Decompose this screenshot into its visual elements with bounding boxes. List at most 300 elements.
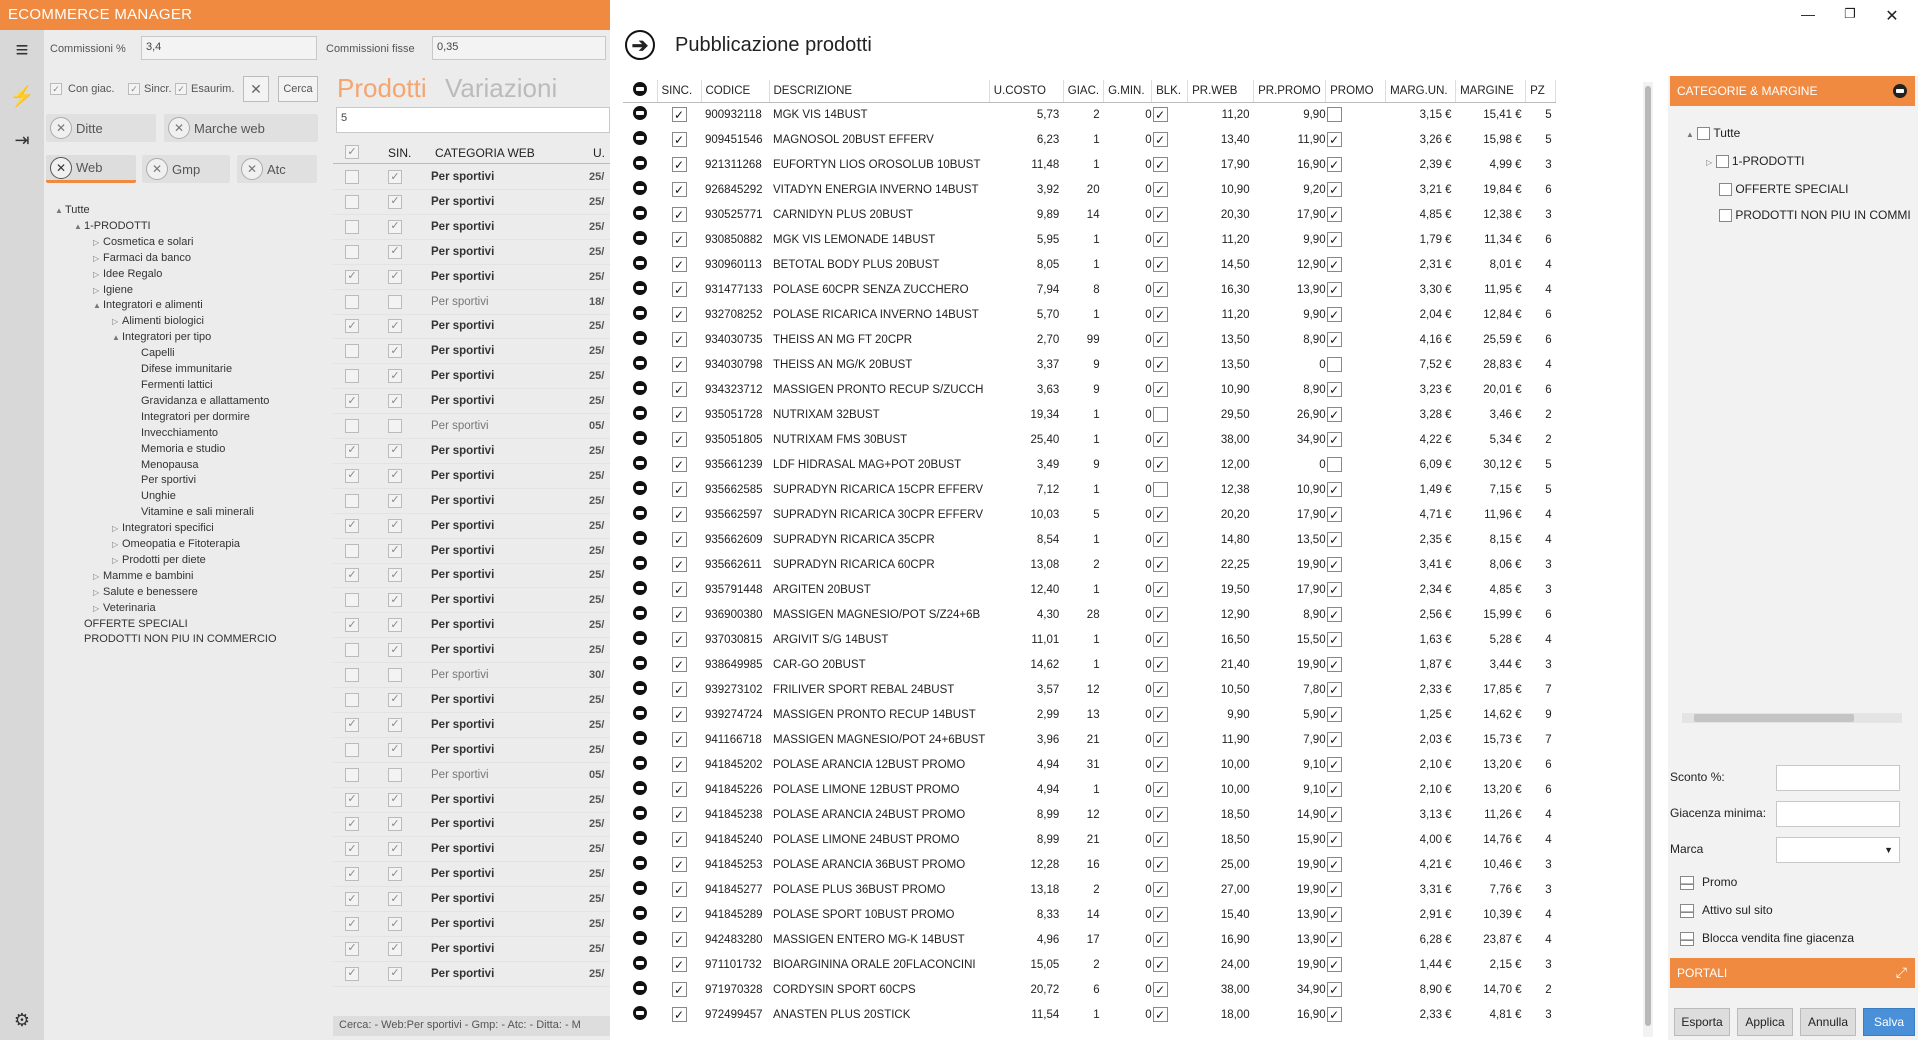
close-icon[interactable]: ✕ bbox=[1885, 8, 1899, 25]
row-sin-checkbox[interactable]: ✓ bbox=[388, 568, 402, 582]
promo-checkbox[interactable]: ✓ bbox=[1326, 152, 1386, 177]
promo-checkbox[interactable]: ✓ bbox=[1326, 377, 1386, 402]
row-visibility-icon[interactable] bbox=[623, 602, 657, 627]
table-row[interactable] bbox=[623, 652, 1556, 677]
tree-expander-icon[interactable]: ▲ bbox=[93, 301, 101, 311]
cell-prweb[interactable]: 24,00 bbox=[1220, 958, 1250, 971]
table-row[interactable] bbox=[623, 227, 1556, 252]
col-header[interactable]: PR.PROMO bbox=[1254, 80, 1326, 102]
cell-gmin[interactable]: 0 bbox=[1145, 483, 1152, 496]
table-row[interactable] bbox=[333, 862, 610, 887]
tree-item[interactable]: ▷ Omeopatia e Fitoterapia bbox=[55, 537, 277, 553]
arrow-right-icon[interactable]: ➔ bbox=[625, 30, 655, 60]
con-giac-checkbox[interactable]: ✓ bbox=[50, 83, 62, 95]
cell-prweb[interactable]: 27,00 bbox=[1220, 883, 1250, 896]
table-row[interactable] bbox=[333, 190, 610, 215]
cell-gmin[interactable]: 0 bbox=[1145, 933, 1152, 946]
cell-prpromo[interactable]: 13,90 bbox=[1296, 908, 1326, 921]
sinc-checkbox[interactable]: ✓ bbox=[657, 952, 701, 977]
sinc-checkbox[interactable]: ✓ bbox=[657, 227, 701, 252]
cell-prpromo[interactable]: 9,90 bbox=[1303, 108, 1326, 121]
blk-checkbox[interactable]: ✓ bbox=[1152, 927, 1188, 952]
row-select-checkbox[interactable]: ✓ bbox=[345, 469, 359, 483]
sinc-checkbox[interactable]: ✓ bbox=[657, 577, 701, 602]
row-visibility-icon[interactable] bbox=[623, 852, 657, 877]
cell-prpromo[interactable]: 14,90 bbox=[1296, 808, 1326, 821]
sinc-checkbox[interactable]: ✓ bbox=[657, 427, 701, 452]
blk-checkbox[interactable]: ✓ bbox=[1152, 527, 1188, 552]
blk-checkbox[interactable] bbox=[1152, 402, 1188, 427]
cell-prweb[interactable]: 22,25 bbox=[1220, 558, 1250, 571]
cell-prweb[interactable]: 19,50 bbox=[1220, 583, 1250, 596]
giacenza-input[interactable] bbox=[1776, 801, 1900, 827]
cell-prweb[interactable]: 13,50 bbox=[1220, 358, 1250, 371]
blocca-option[interactable]: — Blocca vendita fine giacenza bbox=[1681, 931, 1855, 946]
tree-expander-icon[interactable]: ▲ bbox=[112, 333, 120, 343]
table-row[interactable] bbox=[333, 364, 610, 389]
cell-prpromo[interactable]: 8,90 bbox=[1303, 383, 1326, 396]
blk-checkbox[interactable]: ✓ bbox=[1152, 902, 1188, 927]
row-visibility-icon[interactable] bbox=[623, 527, 657, 552]
row-sin-checkbox[interactable]: ✓ bbox=[388, 793, 402, 807]
table-row[interactable] bbox=[623, 727, 1556, 752]
table-row[interactable] bbox=[623, 577, 1556, 602]
applica-button[interactable]: Applica bbox=[1737, 1008, 1793, 1036]
row-visibility-icon[interactable] bbox=[623, 652, 657, 677]
tree-item[interactable]: ▲ 1-PRODOTTI bbox=[55, 219, 277, 235]
tree-item[interactable]: Gravidanza e allattamento bbox=[141, 394, 270, 407]
cell-gmin[interactable]: 0 bbox=[1145, 133, 1152, 146]
row-visibility-icon[interactable] bbox=[623, 577, 657, 602]
blk-checkbox[interactable]: ✓ bbox=[1152, 452, 1188, 477]
table-row[interactable] bbox=[623, 452, 1556, 477]
cell-prweb[interactable]: 16,50 bbox=[1220, 633, 1250, 646]
table-scrollbar-thumb[interactable] bbox=[1645, 86, 1651, 1026]
table-row[interactable] bbox=[333, 837, 610, 862]
promo-checkbox[interactable]: ✓ bbox=[1326, 777, 1386, 802]
promo-checkbox[interactable]: ✓ bbox=[1326, 552, 1386, 577]
row-sin-checkbox[interactable]: ✓ bbox=[388, 718, 402, 732]
chip-gmp[interactable]: ✕ Gmp bbox=[142, 155, 230, 183]
cell-prweb[interactable]: 29,50 bbox=[1220, 408, 1250, 421]
table-row[interactable] bbox=[333, 738, 610, 763]
row-visibility-icon[interactable] bbox=[623, 802, 657, 827]
table-row[interactable] bbox=[333, 290, 610, 315]
row-visibility-icon[interactable] bbox=[623, 102, 657, 127]
chip-close-icon[interactable]: ✕ bbox=[50, 117, 72, 139]
promo-checkbox[interactable]: ✓ bbox=[1326, 1002, 1386, 1027]
annulla-button[interactable]: Annulla bbox=[1800, 1008, 1856, 1036]
cell-prweb[interactable]: 12,00 bbox=[1220, 458, 1250, 471]
cell-prweb[interactable]: 16,30 bbox=[1220, 283, 1250, 296]
tree-item[interactable]: ▷ Veterinaria bbox=[55, 601, 277, 617]
cell-prpromo[interactable]: 7,90 bbox=[1303, 733, 1326, 746]
table-row[interactable] bbox=[623, 877, 1556, 902]
row-select-checkbox[interactable] bbox=[345, 220, 359, 234]
row-select-checkbox[interactable]: ✓ bbox=[345, 942, 359, 956]
eye-icon[interactable] bbox=[1893, 84, 1907, 98]
row-visibility-icon[interactable] bbox=[623, 1002, 657, 1027]
table-row[interactable] bbox=[333, 887, 610, 912]
row-visibility-icon[interactable] bbox=[623, 252, 657, 277]
portali-header[interactable]: PORTALI ⤢ bbox=[1670, 958, 1915, 988]
table-row[interactable] bbox=[623, 802, 1556, 827]
row-visibility-icon[interactable] bbox=[623, 177, 657, 202]
promo-checkbox[interactable]: ✓ bbox=[1326, 827, 1386, 852]
row-visibility-icon[interactable] bbox=[623, 552, 657, 577]
cell-prpromo[interactable]: 16,90 bbox=[1296, 158, 1326, 171]
sinc-checkbox[interactable]: ✓ bbox=[657, 827, 701, 852]
cell-gmin[interactable]: 0 bbox=[1145, 383, 1152, 396]
row-sin-checkbox[interactable]: ✓ bbox=[388, 618, 402, 632]
row-select-checkbox[interactable] bbox=[345, 494, 359, 508]
cell-prweb[interactable]: 18,50 bbox=[1220, 833, 1250, 846]
table-row[interactable] bbox=[333, 688, 610, 713]
row-visibility-icon[interactable] bbox=[623, 327, 657, 352]
sinc-checkbox[interactable]: ✓ bbox=[657, 727, 701, 752]
sinc-checkbox[interactable]: ✓ bbox=[657, 102, 701, 127]
cell-prpromo[interactable]: 13,90 bbox=[1296, 933, 1326, 946]
promo-checkbox[interactable]: ✓ bbox=[1326, 902, 1386, 927]
cell-prpromo[interactable]: 19,90 bbox=[1296, 558, 1326, 571]
cell-prweb[interactable]: 10,90 bbox=[1220, 183, 1250, 196]
tree-item[interactable]: Memoria e studio bbox=[141, 442, 226, 455]
row-select-checkbox[interactable]: ✓ bbox=[345, 270, 359, 284]
row-sin-checkbox[interactable] bbox=[388, 419, 402, 433]
chip-ditte[interactable]: ✕ Ditte bbox=[46, 114, 156, 142]
sinc-checkbox[interactable]: ✓ bbox=[657, 302, 701, 327]
blk-checkbox[interactable]: ✓ bbox=[1152, 227, 1188, 252]
sinc-checkbox[interactable]: ✓ bbox=[657, 702, 701, 727]
row-sin-checkbox[interactable]: ✓ bbox=[388, 444, 402, 458]
row-visibility-icon[interactable] bbox=[623, 402, 657, 427]
cell-prweb[interactable]: 18,00 bbox=[1220, 1008, 1250, 1021]
cell-prpromo[interactable]: 8,90 bbox=[1303, 333, 1326, 346]
promo-checkbox[interactable]: ✓ bbox=[1326, 127, 1386, 152]
tree-item[interactable]: ▷ Prodotti per diete bbox=[55, 553, 277, 569]
row-sin-checkbox[interactable] bbox=[388, 668, 402, 682]
table-row[interactable] bbox=[333, 439, 610, 464]
table-row[interactable] bbox=[333, 414, 610, 439]
cell-gmin[interactable]: 0 bbox=[1145, 458, 1152, 471]
row-select-checkbox[interactable]: ✓ bbox=[345, 618, 359, 632]
row-sin-checkbox[interactable]: ✓ bbox=[388, 344, 402, 358]
row-sin-checkbox[interactable]: ✓ bbox=[388, 170, 402, 184]
tree-item[interactable]: ▷ Integratori specifici bbox=[55, 521, 277, 537]
col-header[interactable]: U.COSTO bbox=[989, 80, 1063, 102]
chip-marche-web[interactable]: ✕ Marche web bbox=[164, 114, 318, 142]
blk-checkbox[interactable]: ✓ bbox=[1152, 427, 1188, 452]
row-select-checkbox[interactable] bbox=[345, 643, 359, 657]
blk-checkbox[interactable]: ✓ bbox=[1152, 627, 1188, 652]
table-row[interactable] bbox=[623, 777, 1556, 802]
promo-checkbox[interactable]: ✓ bbox=[1326, 177, 1386, 202]
cell-gmin[interactable]: 0 bbox=[1145, 108, 1152, 121]
row-sin-checkbox[interactable]: ✓ bbox=[388, 867, 402, 881]
promo-checkbox[interactable]: ✓ bbox=[1326, 277, 1386, 302]
login-icon[interactable]: ⇥ bbox=[14, 129, 30, 150]
sinc-checkbox[interactable]: ✓ bbox=[657, 352, 701, 377]
table-row[interactable] bbox=[623, 277, 1556, 302]
cell-prweb[interactable]: 12,90 bbox=[1220, 608, 1250, 621]
row-sin-checkbox[interactable]: ✓ bbox=[388, 842, 402, 856]
cell-prweb[interactable]: 20,20 bbox=[1220, 508, 1250, 521]
table-row[interactable] bbox=[623, 502, 1556, 527]
promo-checkbox[interactable]: ✓ bbox=[1326, 977, 1386, 1002]
row-visibility-icon[interactable] bbox=[623, 127, 657, 152]
tree-item[interactable]: Vitamine e sali minerali bbox=[141, 506, 254, 519]
cell-prpromo[interactable]: 12,90 bbox=[1296, 258, 1326, 271]
tree-item[interactable]: ▷ Igiene bbox=[55, 283, 277, 299]
row-select-checkbox[interactable] bbox=[345, 768, 359, 782]
cell-gmin[interactable]: 0 bbox=[1145, 308, 1152, 321]
tree-item[interactable]: ▲ Integratori e alimenti bbox=[55, 298, 277, 314]
cell-prpromo[interactable]: 9,90 bbox=[1303, 308, 1326, 321]
cell-prweb[interactable]: 12,38 bbox=[1220, 483, 1250, 496]
row-select-checkbox[interactable]: ✓ bbox=[345, 842, 359, 856]
row-select-checkbox[interactable]: ✓ bbox=[345, 917, 359, 931]
cell-prpromo[interactable]: 7,80 bbox=[1303, 683, 1326, 696]
col-header[interactable]: BLK. bbox=[1152, 80, 1188, 102]
tree-item[interactable]: ▲ Integratori per tipo bbox=[55, 330, 277, 346]
sinc-checkbox[interactable]: ✓ bbox=[657, 927, 701, 952]
cell-prweb[interactable]: 10,50 bbox=[1220, 683, 1250, 696]
row-select-checkbox[interactable]: ✓ bbox=[345, 718, 359, 732]
sinc-checkbox[interactable]: ✓ bbox=[657, 277, 701, 302]
settings-icon[interactable]: ⚙ bbox=[13, 1009, 31, 1030]
cell-prweb[interactable]: 21,40 bbox=[1220, 658, 1250, 671]
row-visibility-icon[interactable] bbox=[623, 877, 657, 902]
row-sin-checkbox[interactable]: ✓ bbox=[388, 469, 402, 483]
tree-expander-icon[interactable]: ▷ bbox=[93, 269, 100, 279]
promo-checkbox[interactable]: ✓ bbox=[1326, 877, 1386, 902]
table-row[interactable] bbox=[623, 302, 1556, 327]
row-visibility-icon[interactable] bbox=[623, 902, 657, 927]
cell-prpromo[interactable]: 5,90 bbox=[1303, 708, 1326, 721]
table-row[interactable] bbox=[623, 127, 1556, 152]
table-row[interactable] bbox=[623, 827, 1556, 852]
tree-item[interactable]: Capelli bbox=[141, 347, 175, 360]
select-all-checkbox[interactable]: ✓ bbox=[345, 145, 359, 159]
cell-gmin[interactable]: 0 bbox=[1145, 208, 1152, 221]
sinc-checkbox[interactable]: ✓ bbox=[657, 552, 701, 577]
table-row[interactable] bbox=[333, 638, 610, 663]
tree-item-prodotti[interactable]: ▷ 1-PRODOTTI bbox=[1706, 154, 1805, 168]
blk-checkbox[interactable]: ✓ bbox=[1152, 652, 1188, 677]
blk-checkbox[interactable]: ✓ bbox=[1152, 202, 1188, 227]
col-header[interactable]: G.MIN. bbox=[1104, 80, 1152, 102]
blk-checkbox[interactable]: ✓ bbox=[1152, 177, 1188, 202]
row-select-checkbox[interactable]: ✓ bbox=[345, 568, 359, 582]
row-sin-checkbox[interactable]: ✓ bbox=[388, 519, 402, 533]
blk-checkbox[interactable]: ✓ bbox=[1152, 852, 1188, 877]
row-sin-checkbox[interactable]: ✓ bbox=[388, 195, 402, 209]
table-row[interactable] bbox=[623, 677, 1556, 702]
blk-checkbox[interactable]: ✓ bbox=[1152, 577, 1188, 602]
table-row[interactable] bbox=[623, 927, 1556, 952]
col-header[interactable]: PROMO bbox=[1326, 80, 1386, 102]
row-visibility-icon[interactable] bbox=[623, 277, 657, 302]
cell-gmin[interactable]: 0 bbox=[1145, 783, 1152, 796]
blk-checkbox[interactable]: ✓ bbox=[1152, 277, 1188, 302]
commissioni-fisse-input[interactable]: 0,35 bbox=[432, 36, 606, 60]
table-row[interactable] bbox=[333, 613, 610, 638]
row-sin-checkbox[interactable]: ✓ bbox=[388, 942, 402, 956]
cell-gmin[interactable]: 0 bbox=[1145, 433, 1152, 446]
table-row[interactable] bbox=[623, 252, 1556, 277]
row-visibility-icon[interactable] bbox=[623, 427, 657, 452]
tree-item[interactable]: ▷ Farmaci da banco bbox=[55, 251, 277, 267]
cell-gmin[interactable]: 0 bbox=[1145, 533, 1152, 546]
cell-prpromo[interactable]: 15,50 bbox=[1296, 633, 1326, 646]
cell-prpromo[interactable]: 19,90 bbox=[1296, 858, 1326, 871]
table-row[interactable] bbox=[623, 202, 1556, 227]
chip-close-icon[interactable]: ✕ bbox=[168, 117, 190, 139]
blk-checkbox[interactable]: ✓ bbox=[1152, 752, 1188, 777]
table-row[interactable] bbox=[333, 265, 610, 290]
sinc-checkbox[interactable]: ✓ bbox=[657, 252, 701, 277]
tree-item-non-piu[interactable]: PRODOTTI NON PIU IN COMMI bbox=[1719, 202, 1911, 228]
tree-expander-icon[interactable]: ▷ bbox=[112, 524, 119, 534]
lightning-icon[interactable]: ⚡ bbox=[9, 85, 35, 108]
promo-checkbox[interactable]: ✓ bbox=[1326, 577, 1386, 602]
row-select-checkbox[interactable]: ✓ bbox=[345, 519, 359, 533]
cell-prweb[interactable]: 13,40 bbox=[1220, 133, 1250, 146]
row-sin-checkbox[interactable]: ✓ bbox=[388, 817, 402, 831]
cell-prpromo[interactable]: 19,90 bbox=[1296, 958, 1326, 971]
cell-prweb[interactable]: 15,40 bbox=[1220, 908, 1250, 921]
row-select-checkbox[interactable]: ✓ bbox=[345, 444, 359, 458]
table-row[interactable] bbox=[333, 937, 610, 962]
row-sin-checkbox[interactable]: ✓ bbox=[388, 319, 402, 333]
chip-atc[interactable]: ✕ Atc bbox=[237, 155, 317, 183]
promo-checkbox[interactable] bbox=[1326, 452, 1386, 477]
row-select-checkbox[interactable]: ✓ bbox=[345, 319, 359, 333]
cell-prpromo[interactable]: 8,90 bbox=[1303, 608, 1326, 621]
cell-prweb[interactable]: 20,30 bbox=[1220, 208, 1250, 221]
tree-item[interactable]: ▲ Tutte bbox=[55, 203, 277, 219]
cell-prpromo[interactable]: 13,50 bbox=[1296, 533, 1326, 546]
promo-option[interactable]: — Promo bbox=[1681, 875, 1738, 890]
salva-button[interactable]: Salva bbox=[1863, 1008, 1915, 1036]
sconto-input[interactable] bbox=[1776, 765, 1900, 791]
cell-prpromo[interactable]: 34,90 bbox=[1296, 433, 1326, 446]
cell-prweb[interactable]: 18,50 bbox=[1220, 808, 1250, 821]
table-row[interactable] bbox=[623, 427, 1556, 452]
row-visibility-icon[interactable] bbox=[623, 452, 657, 477]
col-header[interactable]: PR.WEB bbox=[1188, 80, 1254, 102]
table-row[interactable] bbox=[333, 663, 610, 688]
tree-expander-icon[interactable]: ▷ bbox=[112, 540, 119, 550]
col-header[interactable]: DESCRIZIONE bbox=[769, 80, 989, 102]
tree-expander-icon[interactable]: ▲ bbox=[55, 206, 63, 215]
row-sin-checkbox[interactable] bbox=[388, 768, 402, 782]
tree-expander-icon[interactable]: ▷ bbox=[112, 555, 119, 565]
blk-checkbox[interactable]: ✓ bbox=[1152, 1002, 1188, 1027]
blk-checkbox[interactable]: ✓ bbox=[1152, 352, 1188, 377]
cell-gmin[interactable]: 0 bbox=[1145, 958, 1152, 971]
cell-prpromo[interactable]: 34,90 bbox=[1296, 983, 1326, 996]
chip-close-icon[interactable]: ✕ bbox=[146, 158, 168, 180]
tree-expander-icon[interactable]: ▷ bbox=[93, 253, 100, 263]
cell-gmin[interactable]: 0 bbox=[1145, 183, 1152, 196]
sinc-checkbox[interactable]: ✓ bbox=[657, 152, 701, 177]
row-visibility-icon[interactable] bbox=[623, 202, 657, 227]
cell-gmin[interactable]: 0 bbox=[1145, 583, 1152, 596]
cell-gmin[interactable]: 0 bbox=[1145, 233, 1152, 246]
cell-prpromo[interactable]: 9,10 bbox=[1303, 758, 1326, 771]
col-header[interactable]: PZ bbox=[1526, 80, 1556, 102]
tree-item[interactable]: ▷ Alimenti biologici bbox=[55, 314, 277, 330]
table-row[interactable] bbox=[623, 602, 1556, 627]
row-select-checkbox[interactable] bbox=[345, 295, 359, 309]
table-row[interactable] bbox=[333, 165, 610, 190]
cell-gmin[interactable]: 0 bbox=[1145, 158, 1152, 171]
table-row[interactable] bbox=[333, 314, 610, 339]
table-row[interactable] bbox=[623, 1002, 1556, 1027]
promo-checkbox[interactable]: ✓ bbox=[1326, 527, 1386, 552]
tree-expander-icon[interactable]: ▷ bbox=[112, 317, 119, 327]
promo-checkbox[interactable]: ✓ bbox=[1326, 302, 1386, 327]
sinc-checkbox[interactable]: ✓ bbox=[657, 802, 701, 827]
expand-icon[interactable]: ⤢ bbox=[1895, 964, 1907, 980]
chip-close-icon[interactable]: ✕ bbox=[50, 157, 72, 179]
table-row[interactable] bbox=[623, 977, 1556, 1002]
commissioni-pct-input[interactable]: 3,4 bbox=[141, 36, 317, 60]
sinc-checkbox[interactable]: ✓ bbox=[657, 327, 701, 352]
table-row[interactable] bbox=[623, 952, 1556, 977]
blk-checkbox[interactable]: ✓ bbox=[1152, 252, 1188, 277]
table-row[interactable] bbox=[623, 702, 1556, 727]
row-visibility-icon[interactable] bbox=[623, 827, 657, 852]
cell-prweb[interactable]: 10,90 bbox=[1220, 383, 1250, 396]
tree-hscroll[interactable] bbox=[1682, 713, 1902, 723]
row-visibility-icon[interactable] bbox=[623, 227, 657, 252]
row-select-checkbox[interactable]: ✓ bbox=[345, 867, 359, 881]
promo-checkbox[interactable]: ✓ bbox=[1326, 502, 1386, 527]
sinc-checkbox[interactable]: ✓ bbox=[657, 752, 701, 777]
cell-gmin[interactable]: 0 bbox=[1145, 508, 1152, 521]
row-visibility-icon[interactable] bbox=[623, 502, 657, 527]
cell-prpromo[interactable]: 0 bbox=[1319, 458, 1326, 471]
attivo-option[interactable]: — Attivo sul sito bbox=[1681, 903, 1773, 918]
table-row[interactable] bbox=[333, 514, 610, 539]
blk-checkbox[interactable]: ✓ bbox=[1152, 677, 1188, 702]
blk-checkbox[interactable]: ✓ bbox=[1152, 827, 1188, 852]
cell-gmin[interactable]: 0 bbox=[1145, 633, 1152, 646]
table-row[interactable] bbox=[333, 489, 610, 514]
promo-checkbox[interactable] bbox=[1326, 102, 1386, 127]
cell-gmin[interactable]: 0 bbox=[1145, 983, 1152, 996]
row-select-checkbox[interactable] bbox=[345, 419, 359, 433]
row-select-checkbox[interactable] bbox=[345, 668, 359, 682]
blk-checkbox[interactable]: ✓ bbox=[1152, 102, 1188, 127]
cell-gmin[interactable]: 0 bbox=[1145, 683, 1152, 696]
tree-item[interactable]: Per sportivi bbox=[141, 474, 197, 487]
table-row[interactable] bbox=[333, 539, 610, 564]
sinc-checkbox[interactable]: ✓ bbox=[657, 777, 701, 802]
cell-gmin[interactable]: 0 bbox=[1145, 608, 1152, 621]
categorie-margine-header[interactable]: CATEGORIE & MARGINE bbox=[1670, 76, 1915, 106]
sinc-checkbox[interactable]: ✓ bbox=[657, 477, 701, 502]
tree-expander-icon[interactable]: ▷ bbox=[93, 587, 100, 597]
promo-checkbox[interactable]: ✓ bbox=[1326, 427, 1386, 452]
table-row[interactable] bbox=[333, 713, 610, 738]
row-select-checkbox[interactable] bbox=[345, 369, 359, 383]
table-row[interactable] bbox=[623, 552, 1556, 577]
tab-variazioni[interactable]: Variazioni bbox=[445, 73, 558, 103]
col-header[interactable]: MARG.UN. bbox=[1386, 80, 1456, 102]
